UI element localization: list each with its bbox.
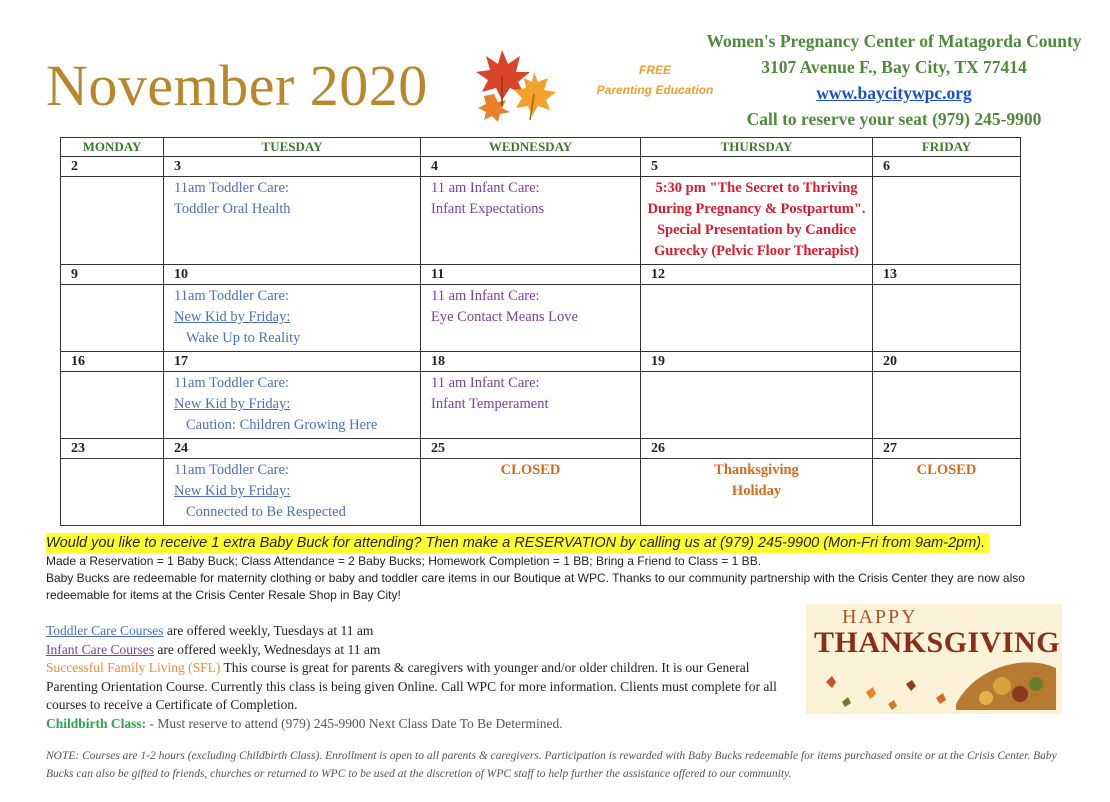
- date-number: 12: [641, 265, 873, 285]
- date-number: 27: [873, 439, 1021, 459]
- banner-thanksgiving-text: THANKSGIVING: [814, 626, 1061, 659]
- sfl-course-label: Successful Family Living (SFL): [46, 660, 221, 675]
- event-time: 11 am Infant Care:: [431, 375, 540, 391]
- date-number: 4: [421, 157, 641, 177]
- parenting-education-text: Parenting Education: [596, 83, 714, 97]
- date-number: 2: [61, 157, 164, 177]
- empty-cell: [873, 177, 1021, 265]
- holiday-line: Holiday: [731, 483, 782, 499]
- toddler-course-text: are offered weekly, Tuesdays at 11 am: [163, 623, 374, 638]
- free-text: FREE: [638, 63, 671, 77]
- event-time: 11am Toddler Care:: [174, 462, 289, 478]
- header-tuesday: TUESDAY: [164, 138, 421, 157]
- event-row: [61, 177, 1021, 265]
- event-topic: Eye Contact Means Love: [431, 309, 578, 325]
- toddler-care-event: [164, 459, 421, 526]
- infant-care-event: [421, 372, 641, 439]
- event-row: [61, 459, 1021, 526]
- org-info: [704, 28, 1084, 132]
- empty-cell: [61, 459, 164, 526]
- date-number: 26: [641, 439, 873, 459]
- sfl-course-text: This course is great for parents & caregivers with younger and/or older children. It is our General Parenting Orientation Course. Currently this class is being given Online. Call WPC for more information. Clients must complete for all courses to receive a Certificate of Completion.: [46, 660, 777, 712]
- footer-note: NOTE: Courses are 1-2 hours (excluding Childbirth Class). Enrollment is open to all parents & caregivers. Participation is rewarded with Baby Bucks redeemable for items purchased onsite or at the Crisis Center. Baby Bucks can also be gifted to friends, churches or returned to WPC to be used at the discretion of WPC staff to help further the assistance offered to our community.: [46, 750, 1057, 780]
- childbirth-course-label: Childbirth Class:: [46, 715, 147, 731]
- thanksgiving-holiday: [641, 459, 873, 526]
- autumn-leaves-icon: [472, 42, 562, 124]
- date-number: 3: [164, 157, 421, 177]
- empty-cell: [641, 285, 873, 352]
- event-series: New Kid by Friday:: [174, 483, 291, 499]
- header-monday: MONDAY: [61, 138, 164, 157]
- date-number: 13: [873, 265, 1021, 285]
- reservation-highlight: Would you like to receive 1 extra Baby Buck for attending? Then make a RESERVATION by calling us at (979) 245-9900 (Mon-Fri from 9am-2pm).: [46, 533, 989, 553]
- event-row: [61, 372, 1021, 439]
- banner-happy-text: HAPPY: [842, 606, 918, 628]
- page-title: November 2020: [46, 53, 428, 118]
- event-topic: Connected to Be Respected: [186, 504, 346, 520]
- bucks-rules: Made a Reservation = 1 Baby Buck; Class Attendance = 2 Baby Bucks; Homework Completion = 1 BB; Bring a Friend to Class = 1 BB.: [46, 554, 762, 568]
- event-line: Special Presentation by Candice: [656, 222, 857, 238]
- event-line: During Pregnancy & Postpartum".: [647, 201, 866, 217]
- event-topic: Wake Up to Reality: [186, 330, 301, 346]
- date-number: 6: [873, 157, 1021, 177]
- date-row: [61, 265, 1021, 285]
- event-topic: Infant Temperament: [431, 396, 549, 412]
- date-number: 19: [641, 352, 873, 372]
- course-descriptions: [46, 622, 796, 733]
- event-time: 11am Toddler Care:: [174, 375, 289, 391]
- date-number: 11: [421, 265, 641, 285]
- date-number: 18: [421, 352, 641, 372]
- org-address: 3107 Avenue F., Bay City, TX 77414: [761, 57, 1027, 77]
- infant-course-label: Infant Care Courses: [46, 641, 154, 657]
- happy-thanksgiving-banner: [806, 604, 1062, 714]
- header-friday: FRIDAY: [873, 138, 1021, 157]
- event-row: [61, 285, 1021, 352]
- event-line: 5:30 pm "The Secret to Thriving: [655, 180, 858, 196]
- toddler-care-event: [164, 372, 421, 439]
- date-number: 10: [164, 265, 421, 285]
- bucks-redeem: Baby Bucks are redeemable for maternity clothing or baby and toddler care items in our Boutique at WPC. Thanks to our community partnership with the Crisis Center they are now also redeemable for items at the Crisis Center Resale Shop in Bay City!: [46, 571, 1025, 602]
- date-number: 24: [164, 439, 421, 459]
- event-series: New Kid by Friday:: [174, 396, 291, 412]
- event-topic: Infant Expectations: [431, 201, 545, 217]
- infant-care-event: [421, 177, 641, 265]
- empty-cell: [61, 285, 164, 352]
- toddler-course-line: [46, 622, 796, 641]
- event-time: 11 am Infant Care:: [431, 288, 540, 304]
- date-row: [61, 157, 1021, 177]
- event-time: 11am Toddler Care:: [174, 180, 289, 196]
- date-number: 23: [61, 439, 164, 459]
- sfl-course-line: [46, 659, 796, 715]
- infant-care-event: [421, 285, 641, 352]
- event-topic: Toddler Oral Health: [174, 201, 291, 217]
- infant-course-text: are offered weekly, Wednesdays at 11 am: [153, 641, 381, 657]
- closed-label: CLOSED: [873, 459, 1021, 526]
- header-thursday: THURSDAY: [641, 138, 873, 157]
- baby-bucks-info: [46, 533, 1076, 604]
- date-number: 17: [164, 352, 421, 372]
- phone-line: Call to reserve your seat (979) 245-9900: [746, 109, 1042, 129]
- website-link[interactable]: www.baycitywpc.org: [816, 83, 972, 103]
- date-number: 25: [421, 439, 641, 459]
- holiday-line: Thanksgiving: [714, 462, 799, 478]
- empty-cell: [61, 177, 164, 265]
- empty-cell: [873, 285, 1021, 352]
- special-presentation-event: [641, 177, 873, 265]
- empty-cell: [641, 372, 873, 439]
- date-row: [61, 352, 1021, 372]
- closed-label: CLOSED: [421, 459, 641, 526]
- event-time: 11 am Infant Care:: [431, 180, 540, 196]
- weekday-header-row: [61, 138, 1021, 157]
- event-series: New Kid by Friday:: [174, 309, 291, 325]
- event-line: Gurecky (Pelvic Floor Therapist): [654, 243, 859, 259]
- toddler-care-event: [164, 285, 421, 352]
- date-row: [61, 439, 1021, 459]
- empty-cell: [873, 372, 1021, 439]
- header-wednesday: WEDNESDAY: [421, 138, 641, 157]
- org-name: Women's Pregnancy Center of Matagorda County: [706, 31, 1082, 51]
- childbirth-course-text: - Must reserve to attend (979) 245-9900 Next Class Date To Be Determined.: [146, 715, 563, 731]
- infant-course-line: [46, 641, 796, 660]
- event-topic: Caution: Children Growing Here: [186, 417, 378, 433]
- empty-cell: [61, 372, 164, 439]
- date-number: 5: [641, 157, 873, 177]
- date-number: 16: [61, 352, 164, 372]
- toddler-course-label: Toddler Care Courses: [46, 623, 164, 638]
- date-number: 9: [61, 265, 164, 285]
- childbirth-course-line: [46, 715, 796, 734]
- date-number: 20: [873, 352, 1021, 372]
- calendar-table: [60, 137, 1021, 526]
- toddler-care-event: [164, 177, 421, 265]
- event-time: 11am Toddler Care:: [174, 288, 289, 304]
